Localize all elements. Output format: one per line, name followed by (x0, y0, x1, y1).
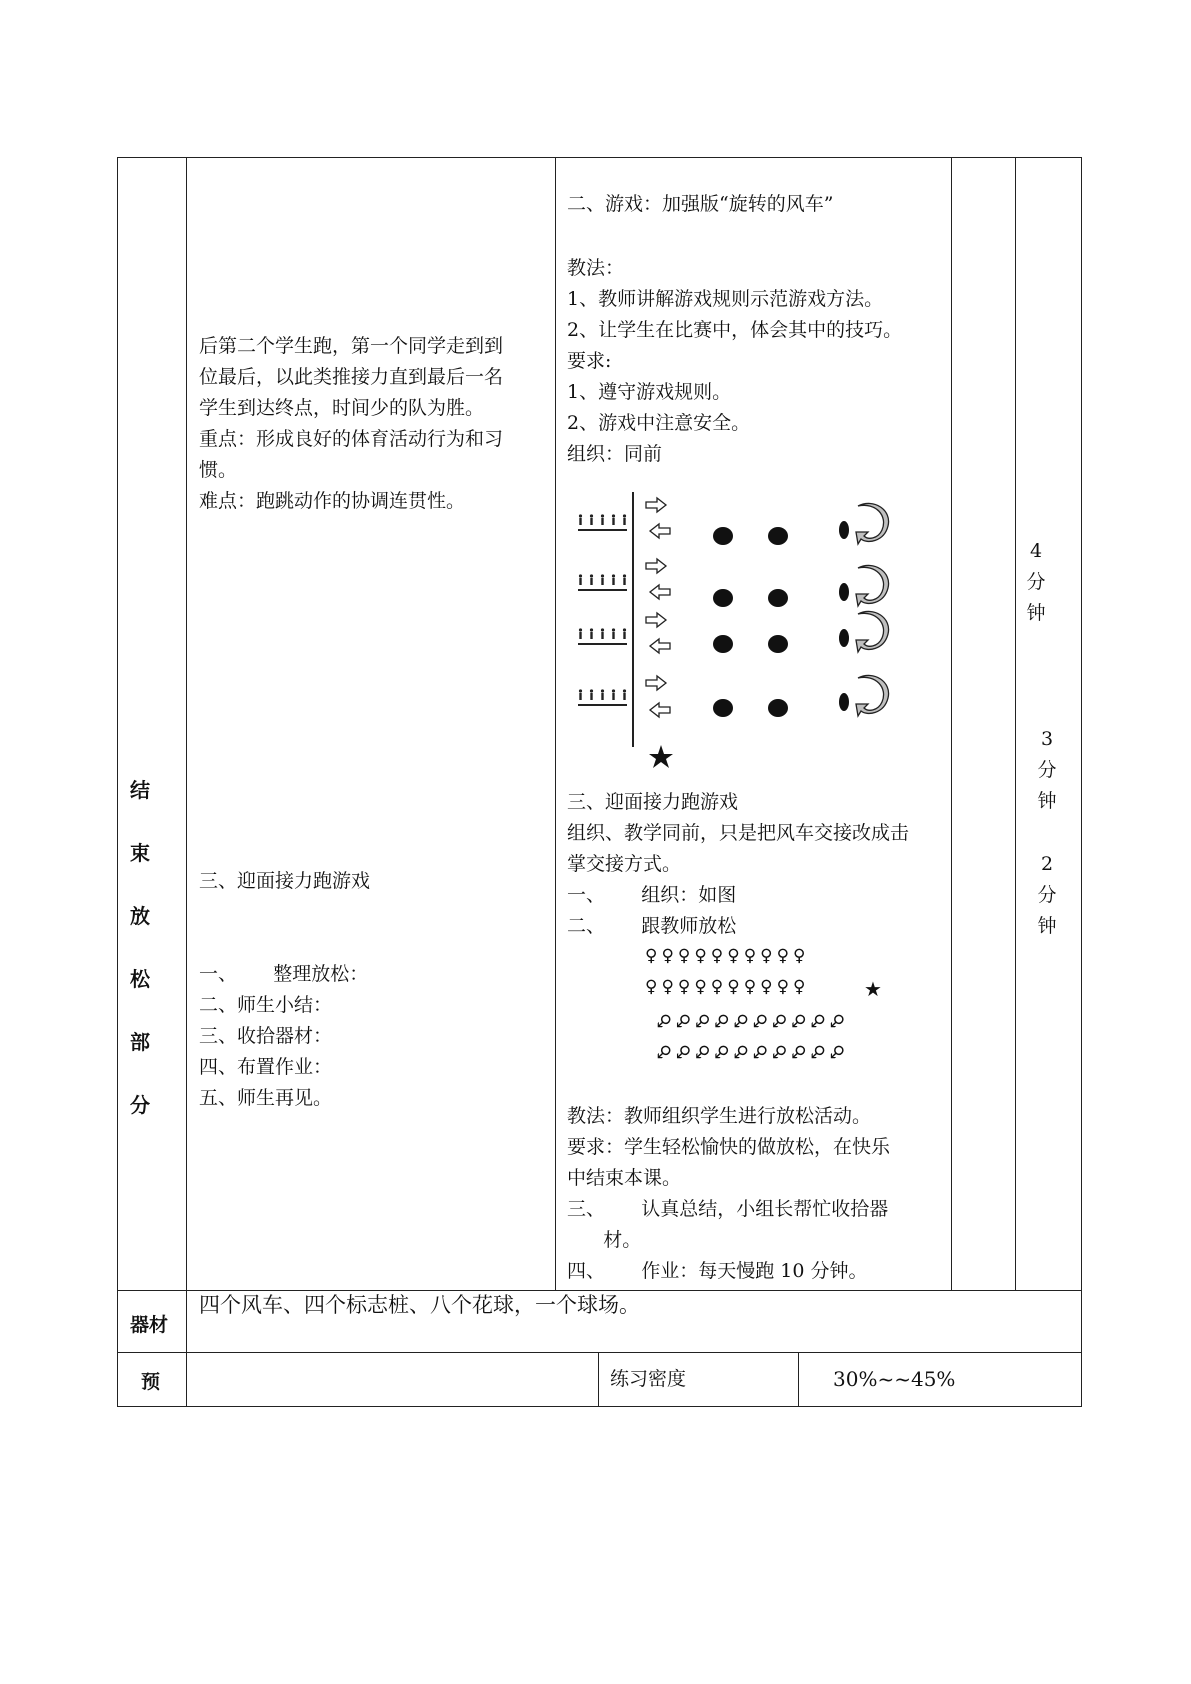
closing-item: 二、师生小结： (199, 994, 333, 1016)
method-line: 教法： (567, 257, 625, 279)
grid-line (117, 1352, 1082, 1353)
grid-line (951, 157, 952, 1290)
method-line: 组织：同前 (567, 443, 663, 465)
method-line: 材。 (567, 1229, 642, 1251)
time-unit: 钟 (1037, 915, 1057, 937)
male-row: ♂♂♂♂♂♂♂♂♂♂ (652, 1041, 845, 1061)
method-line: 1、遵守游戏规则。 (567, 381, 732, 403)
grid-line (598, 1352, 599, 1406)
section-char: 结 (130, 778, 150, 802)
content-line: 学生到达终点，时间少的队为胜。 (199, 397, 485, 419)
female-row: ♀♀♀♀♀♀♀♀♀♀ (645, 977, 810, 997)
female-row: ♀♀♀♀♀♀♀♀♀♀ (645, 946, 810, 966)
section-char: 分 (130, 1093, 150, 1117)
teacher-star: ★ (864, 977, 882, 1001)
method-line: 2、游戏中注意安全。 (567, 412, 751, 434)
grid-line (117, 157, 1082, 158)
method-line: 要求：学生轻松愉快的做放松，在快乐 (567, 1136, 891, 1158)
closing-item: 一、 整理放松： (199, 963, 369, 985)
grid-line (1015, 157, 1016, 1290)
game-title: 二、游戏：加强版“旋转的风车” (567, 193, 834, 215)
method-line: 掌交接方式。 (567, 853, 682, 875)
method-line: 四、 作业：每天慢跑 10 分钟。 (567, 1260, 868, 1282)
density-label: 练习密度 (610, 1368, 687, 1390)
method-line: 组织、教学同前，只是把风车交接改成击 (567, 822, 910, 844)
closing-item: 三、收拾器材： (199, 1025, 333, 1047)
time-value: 2 (1040, 853, 1054, 875)
time-value: 3 (1040, 728, 1054, 750)
time-unit: 钟 (1026, 602, 1046, 624)
time-unit: 分 (1037, 759, 1057, 781)
method-line: 教法：教师组织学生进行放松活动。 (567, 1105, 872, 1127)
key-point: 重点：形成良好的体育活动行为和习 (199, 428, 504, 450)
grid-line (798, 1352, 799, 1406)
grid-line (1081, 157, 1082, 1407)
method-line: 1、教师讲解游戏规则示范游戏方法。 (567, 288, 884, 310)
time-unit: 分 (1026, 571, 1046, 593)
method-line: 2、让学生在比赛中，体会其中的技巧。 (567, 319, 903, 341)
method-line: 三、 认真总结，小组长帮忙收拾器 (567, 1198, 889, 1220)
density-value: 30%~~45% (833, 1367, 956, 1391)
grid-line (117, 157, 118, 1407)
method-line: 二、 跟教师放松 (567, 915, 737, 937)
grid-line (555, 157, 556, 1290)
relay-game-title: 三、迎面接力跑游戏 (199, 870, 371, 892)
content-line: 位最后，以此类推接力直到最后一名 (199, 366, 504, 388)
method-line: 要求: (567, 350, 612, 372)
grid-line (117, 1406, 1082, 1407)
time-value: 4 (1029, 540, 1043, 562)
section-char: 部 (130, 1030, 150, 1054)
difficulty-point: 难点：跑跳动作的协调连贯性。 (199, 490, 466, 512)
section-char: 松 (130, 967, 150, 991)
time-unit: 分 (1037, 884, 1057, 906)
method-line: 一、 组织：如图 (567, 884, 737, 906)
equipment-label: 器材 (130, 1314, 169, 1336)
equipment-text: 四个风车、四个标志桩、八个花球，一个球场。 (199, 1293, 640, 1317)
section-char: 束 (130, 841, 150, 865)
section-char: 放 (130, 904, 150, 928)
male-row: ♂♂♂♂♂♂♂♂♂♂ (652, 1010, 845, 1030)
time-unit: 钟 (1037, 790, 1057, 812)
closing-item: 五、师生再见。 (199, 1087, 333, 1109)
windmill-formation-diagram (570, 492, 900, 774)
grid-line (186, 157, 187, 1407)
closing-item: 四、布置作业： (199, 1056, 333, 1078)
content-line: 后第二个学生跑，第一个同学走到到 (199, 335, 504, 357)
method-line: 三、迎面接力跑游戏 (567, 791, 739, 813)
method-line: 中结束本课。 (567, 1167, 682, 1189)
preview-label: 预 (141, 1371, 161, 1393)
content-line: 惯。 (199, 459, 238, 481)
